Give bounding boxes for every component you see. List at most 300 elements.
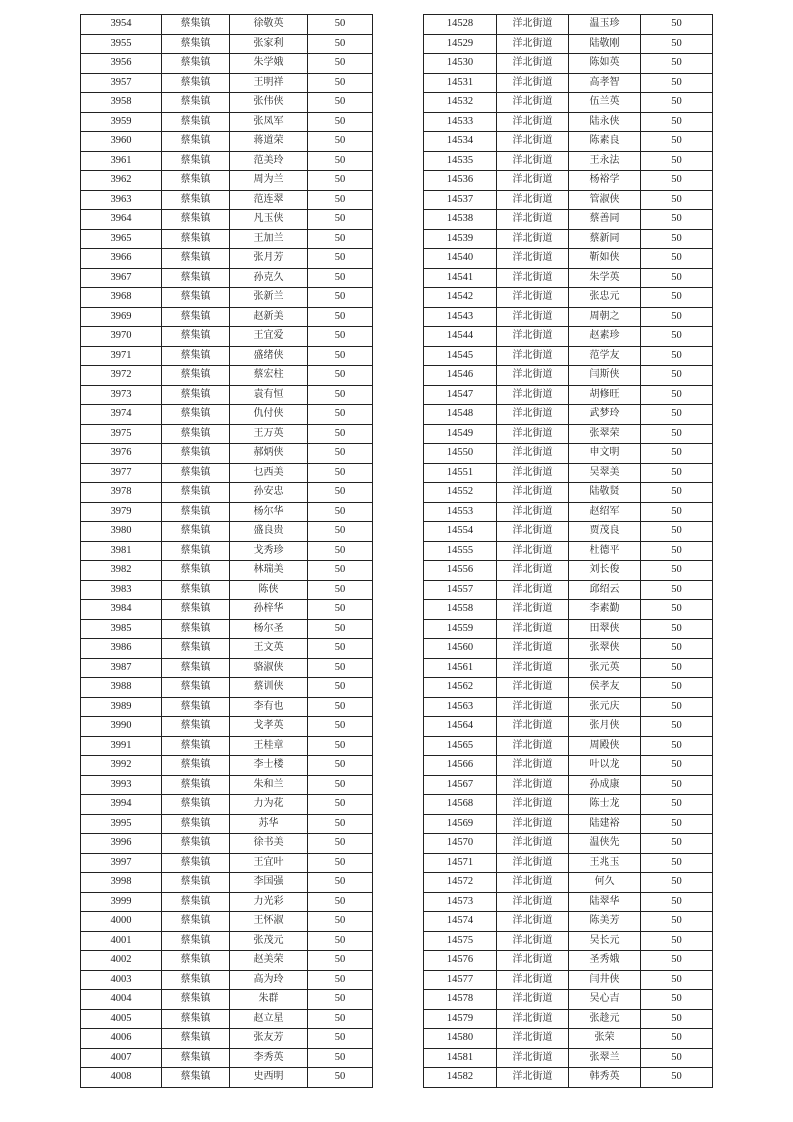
- table-row: [424, 717, 713, 737]
- town-cell: 洋北街道: [497, 639, 569, 659]
- serial-number-cell: 4004: [81, 990, 162, 1010]
- town-cell: 洋北街道: [497, 795, 569, 815]
- table-row: [81, 151, 373, 171]
- table-row: [424, 1009, 713, 1029]
- town-cell: 蔡集镇: [162, 502, 230, 522]
- serial-number-cell: 14554: [424, 522, 497, 542]
- amount-cell: 50: [641, 15, 713, 35]
- table-row: [424, 580, 713, 600]
- amount-cell: 50: [308, 990, 373, 1010]
- town-cell: 蔡集镇: [162, 424, 230, 444]
- table-row: [424, 307, 713, 327]
- serial-number-cell: 3965: [81, 229, 162, 249]
- serial-number-cell: 3955: [81, 34, 162, 54]
- name-cell: 韩秀英: [569, 1068, 641, 1088]
- table-row: [424, 970, 713, 990]
- serial-number-cell: 3978: [81, 483, 162, 503]
- name-cell: 李秀英: [230, 1048, 308, 1068]
- town-cell: 洋北街道: [497, 541, 569, 561]
- town-cell: 蔡集镇: [162, 15, 230, 35]
- table-row: [424, 483, 713, 503]
- name-cell: 孙安忠: [230, 483, 308, 503]
- name-cell: 温玉珍: [569, 15, 641, 35]
- name-cell: 张翠兰: [569, 1048, 641, 1068]
- serial-number-cell: 14575: [424, 931, 497, 951]
- name-cell: 仇付侠: [230, 405, 308, 425]
- town-cell: 蔡集镇: [162, 931, 230, 951]
- serial-number-cell: 14529: [424, 34, 497, 54]
- amount-cell: 50: [308, 54, 373, 74]
- table-row: [81, 912, 373, 932]
- name-cell: 骆淑侠: [230, 658, 308, 678]
- name-cell: 申文明: [569, 444, 641, 464]
- table-row: [81, 561, 373, 581]
- amount-cell: 50: [308, 756, 373, 776]
- table-row: [81, 775, 373, 795]
- serial-number-cell: 14539: [424, 229, 497, 249]
- amount-cell: 50: [641, 190, 713, 210]
- serial-number-cell: 14557: [424, 580, 497, 600]
- amount-cell: 50: [641, 288, 713, 308]
- serial-number-cell: 14552: [424, 483, 497, 503]
- town-cell: 洋北街道: [497, 307, 569, 327]
- town-cell: 蔡集镇: [162, 288, 230, 308]
- serial-number-cell: 14563: [424, 697, 497, 717]
- amount-cell: 50: [308, 639, 373, 659]
- town-cell: 蔡集镇: [162, 970, 230, 990]
- town-cell: 蔡集镇: [162, 580, 230, 600]
- right-data-table: [423, 14, 713, 1088]
- town-cell: 洋北街道: [497, 229, 569, 249]
- table-row: [424, 171, 713, 191]
- name-cell: 戈秀珍: [230, 541, 308, 561]
- serial-number-cell: 3982: [81, 561, 162, 581]
- amount-cell: 50: [641, 658, 713, 678]
- town-cell: 洋北街道: [497, 327, 569, 347]
- amount-cell: 50: [308, 93, 373, 113]
- amount-cell: 50: [308, 970, 373, 990]
- serial-number-cell: 14555: [424, 541, 497, 561]
- serial-number-cell: 14564: [424, 717, 497, 737]
- table-row: [81, 951, 373, 971]
- name-cell: 王兆玉: [569, 853, 641, 873]
- table-row: [81, 54, 373, 74]
- town-cell: 蔡集镇: [162, 892, 230, 912]
- town-cell: 蔡集镇: [162, 346, 230, 366]
- serial-number-cell: 14576: [424, 951, 497, 971]
- town-cell: 蔡集镇: [162, 210, 230, 230]
- name-cell: 蔡训侠: [230, 678, 308, 698]
- amount-cell: 50: [641, 444, 713, 464]
- name-cell: 林瑞美: [230, 561, 308, 581]
- serial-number-cell: 3958: [81, 93, 162, 113]
- town-cell: 洋北街道: [497, 249, 569, 269]
- amount-cell: 50: [641, 619, 713, 639]
- table-row: [81, 892, 373, 912]
- table-row: [424, 795, 713, 815]
- table-row: [81, 600, 373, 620]
- amount-cell: 50: [641, 580, 713, 600]
- name-cell: 叶以龙: [569, 756, 641, 776]
- table-row: [424, 288, 713, 308]
- table-row: [424, 190, 713, 210]
- table-row: [81, 346, 373, 366]
- serial-number-cell: 3994: [81, 795, 162, 815]
- town-cell: 蔡集镇: [162, 1068, 230, 1088]
- serial-number-cell: 14538: [424, 210, 497, 230]
- amount-cell: 50: [308, 385, 373, 405]
- serial-number-cell: 3986: [81, 639, 162, 659]
- amount-cell: 50: [308, 717, 373, 737]
- town-cell: 蔡集镇: [162, 385, 230, 405]
- amount-cell: 50: [641, 639, 713, 659]
- table-row: [81, 658, 373, 678]
- name-cell: 田翠侠: [569, 619, 641, 639]
- amount-cell: 50: [641, 522, 713, 542]
- name-cell: 武梦玲: [569, 405, 641, 425]
- table-row: [424, 639, 713, 659]
- table-row: [81, 307, 373, 327]
- amount-cell: 50: [641, 912, 713, 932]
- serial-number-cell: 3969: [81, 307, 162, 327]
- serial-number-cell: 14544: [424, 327, 497, 347]
- amount-cell: 50: [641, 834, 713, 854]
- amount-cell: 50: [308, 132, 373, 152]
- town-cell: 蔡集镇: [162, 541, 230, 561]
- name-cell: 朱群: [230, 990, 308, 1010]
- table-row: [81, 112, 373, 132]
- serial-number-cell: 14553: [424, 502, 497, 522]
- serial-number-cell: 3961: [81, 151, 162, 171]
- name-cell: 陈士龙: [569, 795, 641, 815]
- table-row: [81, 678, 373, 698]
- name-cell: 史西明: [230, 1068, 308, 1088]
- amount-cell: 50: [641, 951, 713, 971]
- serial-number-cell: 14579: [424, 1009, 497, 1029]
- serial-number-cell: 3970: [81, 327, 162, 347]
- amount-cell: 50: [308, 951, 373, 971]
- table-row: [424, 15, 713, 35]
- serial-number-cell: 14556: [424, 561, 497, 581]
- serial-number-cell: 14533: [424, 112, 497, 132]
- amount-cell: 50: [641, 346, 713, 366]
- serial-number-cell: 3990: [81, 717, 162, 737]
- serial-number-cell: 3960: [81, 132, 162, 152]
- name-cell: 赵绍军: [569, 502, 641, 522]
- amount-cell: 50: [641, 697, 713, 717]
- amount-cell: 50: [641, 307, 713, 327]
- town-cell: 蔡集镇: [162, 132, 230, 152]
- town-cell: 洋北街道: [497, 210, 569, 230]
- table-row: [81, 580, 373, 600]
- amount-cell: 50: [641, 931, 713, 951]
- amount-cell: 50: [641, 151, 713, 171]
- town-cell: 洋北街道: [497, 483, 569, 503]
- name-cell: 王宜叶: [230, 853, 308, 873]
- town-cell: 洋北街道: [497, 171, 569, 191]
- amount-cell: 50: [308, 522, 373, 542]
- amount-cell: 50: [308, 853, 373, 873]
- town-cell: 蔡集镇: [162, 873, 230, 893]
- serial-number-cell: 3962: [81, 171, 162, 191]
- serial-number-cell: 14531: [424, 73, 497, 93]
- amount-cell: 50: [308, 561, 373, 581]
- town-cell: 洋北街道: [497, 502, 569, 522]
- name-cell: 徐敬英: [230, 15, 308, 35]
- name-cell: 杨尔圣: [230, 619, 308, 639]
- town-cell: 洋北街道: [497, 775, 569, 795]
- table-row: [424, 522, 713, 542]
- amount-cell: 50: [641, 990, 713, 1010]
- town-cell: 洋北街道: [497, 931, 569, 951]
- town-cell: 洋北街道: [497, 1029, 569, 1049]
- name-cell: 王宜爱: [230, 327, 308, 347]
- amount-cell: 50: [308, 580, 373, 600]
- town-cell: 蔡集镇: [162, 678, 230, 698]
- name-cell: 力为花: [230, 795, 308, 815]
- town-cell: 蔡集镇: [162, 444, 230, 464]
- amount-cell: 50: [308, 210, 373, 230]
- name-cell: 陆建裕: [569, 814, 641, 834]
- amount-cell: 50: [308, 151, 373, 171]
- name-cell: 王桂章: [230, 736, 308, 756]
- table-row: [424, 229, 713, 249]
- town-cell: 洋北街道: [497, 678, 569, 698]
- table-row: [424, 931, 713, 951]
- town-cell: 蔡集镇: [162, 795, 230, 815]
- name-cell: 周朝之: [569, 307, 641, 327]
- serial-number-cell: 14540: [424, 249, 497, 269]
- table-row: [81, 385, 373, 405]
- table-row: [81, 288, 373, 308]
- name-cell: 袁有恒: [230, 385, 308, 405]
- town-cell: 蔡集镇: [162, 483, 230, 503]
- name-cell: 贾茂良: [569, 522, 641, 542]
- serial-number-cell: 14532: [424, 93, 497, 113]
- serial-number-cell: 3972: [81, 366, 162, 386]
- serial-number-cell: 3999: [81, 892, 162, 912]
- name-cell: 吴心吉: [569, 990, 641, 1010]
- amount-cell: 50: [641, 814, 713, 834]
- amount-cell: 50: [308, 424, 373, 444]
- town-cell: 洋北街道: [497, 658, 569, 678]
- serial-number-cell: 14567: [424, 775, 497, 795]
- amount-cell: 50: [641, 73, 713, 93]
- serial-number-cell: 3976: [81, 444, 162, 464]
- amount-cell: 50: [641, 853, 713, 873]
- table-row: [424, 73, 713, 93]
- table-row: [424, 853, 713, 873]
- name-cell: 赵素珍: [569, 327, 641, 347]
- name-cell: 吴长元: [569, 931, 641, 951]
- serial-number-cell: 3971: [81, 346, 162, 366]
- name-cell: 朱学英: [569, 268, 641, 288]
- town-cell: 蔡集镇: [162, 190, 230, 210]
- serial-number-cell: 3980: [81, 522, 162, 542]
- name-cell: 孙梓华: [230, 600, 308, 620]
- name-cell: 陈侠: [230, 580, 308, 600]
- table-row: [81, 717, 373, 737]
- serial-number-cell: 3956: [81, 54, 162, 74]
- town-cell: 蔡集镇: [162, 1048, 230, 1068]
- serial-number-cell: 14566: [424, 756, 497, 776]
- serial-number-cell: 3992: [81, 756, 162, 776]
- serial-number-cell: 14559: [424, 619, 497, 639]
- serial-number-cell: 14549: [424, 424, 497, 444]
- town-cell: 洋北街道: [497, 288, 569, 308]
- town-cell: 洋北街道: [497, 717, 569, 737]
- name-cell: 乜西美: [230, 463, 308, 483]
- serial-number-cell: 3995: [81, 814, 162, 834]
- serial-number-cell: 3983: [81, 580, 162, 600]
- town-cell: 洋北街道: [497, 522, 569, 542]
- amount-cell: 50: [641, 34, 713, 54]
- table-row: [424, 112, 713, 132]
- town-cell: 蔡集镇: [162, 1009, 230, 1029]
- town-cell: 蔡集镇: [162, 853, 230, 873]
- town-cell: 洋北街道: [497, 873, 569, 893]
- table-row: [81, 814, 373, 834]
- amount-cell: 50: [641, 132, 713, 152]
- amount-cell: 50: [641, 970, 713, 990]
- serial-number-cell: 14574: [424, 912, 497, 932]
- serial-number-cell: 3977: [81, 463, 162, 483]
- serial-number-cell: 3985: [81, 619, 162, 639]
- serial-number-cell: 14528: [424, 15, 497, 35]
- amount-cell: 50: [641, 405, 713, 425]
- name-cell: 盛绪侠: [230, 346, 308, 366]
- town-cell: 蔡集镇: [162, 600, 230, 620]
- serial-number-cell: 3957: [81, 73, 162, 93]
- town-cell: 蔡集镇: [162, 249, 230, 269]
- town-cell: 蔡集镇: [162, 268, 230, 288]
- amount-cell: 50: [308, 541, 373, 561]
- name-cell: 凡玉侠: [230, 210, 308, 230]
- serial-number-cell: 3988: [81, 678, 162, 698]
- table-row: [81, 795, 373, 815]
- serial-number-cell: 4005: [81, 1009, 162, 1029]
- name-cell: 张月侠: [569, 717, 641, 737]
- serial-number-cell: 3997: [81, 853, 162, 873]
- town-cell: 蔡集镇: [162, 73, 230, 93]
- name-cell: 胡修旺: [569, 385, 641, 405]
- serial-number-cell: 14573: [424, 892, 497, 912]
- town-cell: 蔡集镇: [162, 93, 230, 113]
- amount-cell: 50: [641, 756, 713, 776]
- table-row: [424, 424, 713, 444]
- serial-number-cell: 14543: [424, 307, 497, 327]
- serial-number-cell: 3981: [81, 541, 162, 561]
- serial-number-cell: 3954: [81, 15, 162, 35]
- town-cell: 洋北街道: [497, 561, 569, 581]
- serial-number-cell: 14570: [424, 834, 497, 854]
- town-cell: 蔡集镇: [162, 327, 230, 347]
- name-cell: 张伟侠: [230, 93, 308, 113]
- amount-cell: 50: [308, 112, 373, 132]
- table-row: [81, 1029, 373, 1049]
- serial-number-cell: 14565: [424, 736, 497, 756]
- name-cell: 高为玲: [230, 970, 308, 990]
- table-row: [424, 151, 713, 171]
- serial-number-cell: 3993: [81, 775, 162, 795]
- town-cell: 洋北街道: [497, 424, 569, 444]
- table-row: [424, 814, 713, 834]
- amount-cell: 50: [308, 307, 373, 327]
- town-cell: 蔡集镇: [162, 834, 230, 854]
- town-cell: 洋北街道: [497, 853, 569, 873]
- name-cell: 王文英: [230, 639, 308, 659]
- amount-cell: 50: [308, 834, 373, 854]
- town-cell: 洋北街道: [497, 814, 569, 834]
- amount-cell: 50: [641, 93, 713, 113]
- name-cell: 邱绍云: [569, 580, 641, 600]
- name-cell: 蔡新同: [569, 229, 641, 249]
- table-row: [424, 346, 713, 366]
- table-row: [81, 1048, 373, 1068]
- name-cell: 蔡宏柱: [230, 366, 308, 386]
- town-cell: 洋北街道: [497, 912, 569, 932]
- name-cell: 张凤军: [230, 112, 308, 132]
- amount-cell: 50: [308, 1009, 373, 1029]
- table-row: [424, 619, 713, 639]
- amount-cell: 50: [308, 249, 373, 269]
- table-row: [424, 405, 713, 425]
- name-cell: 张友芳: [230, 1029, 308, 1049]
- amount-cell: 50: [641, 424, 713, 444]
- serial-number-cell: 14569: [424, 814, 497, 834]
- serial-number-cell: 3968: [81, 288, 162, 308]
- town-cell: 洋北街道: [497, 54, 569, 74]
- table-row: [424, 697, 713, 717]
- serial-number-cell: 14560: [424, 639, 497, 659]
- town-cell: 蔡集镇: [162, 736, 230, 756]
- serial-number-cell: 14572: [424, 873, 497, 893]
- name-cell: 王永法: [569, 151, 641, 171]
- name-cell: 吴翠美: [569, 463, 641, 483]
- name-cell: 张家利: [230, 34, 308, 54]
- serial-number-cell: 3964: [81, 210, 162, 230]
- amount-cell: 50: [308, 1068, 373, 1088]
- name-cell: 陈美芳: [569, 912, 641, 932]
- name-cell: 王万英: [230, 424, 308, 444]
- table-row: [81, 736, 373, 756]
- amount-cell: 50: [308, 873, 373, 893]
- serial-number-cell: 3973: [81, 385, 162, 405]
- table-row: [81, 502, 373, 522]
- amount-cell: 50: [641, 249, 713, 269]
- serial-number-cell: 14537: [424, 190, 497, 210]
- town-cell: 洋北街道: [497, 93, 569, 113]
- town-cell: 蔡集镇: [162, 34, 230, 54]
- name-cell: 侯孝友: [569, 678, 641, 698]
- serial-number-cell: 4001: [81, 931, 162, 951]
- serial-number-cell: 3987: [81, 658, 162, 678]
- table-row: [81, 931, 373, 951]
- town-cell: 蔡集镇: [162, 990, 230, 1010]
- name-cell: 范连翠: [230, 190, 308, 210]
- amount-cell: 50: [641, 717, 713, 737]
- town-cell: 洋北街道: [497, 1048, 569, 1068]
- serial-number-cell: 14547: [424, 385, 497, 405]
- table-row: [424, 249, 713, 269]
- table-row: [424, 951, 713, 971]
- table-row: [424, 210, 713, 230]
- amount-cell: 50: [641, 268, 713, 288]
- town-cell: 洋北街道: [497, 580, 569, 600]
- table-row: [424, 990, 713, 1010]
- serial-number-cell: 14536: [424, 171, 497, 191]
- town-cell: 蔡集镇: [162, 366, 230, 386]
